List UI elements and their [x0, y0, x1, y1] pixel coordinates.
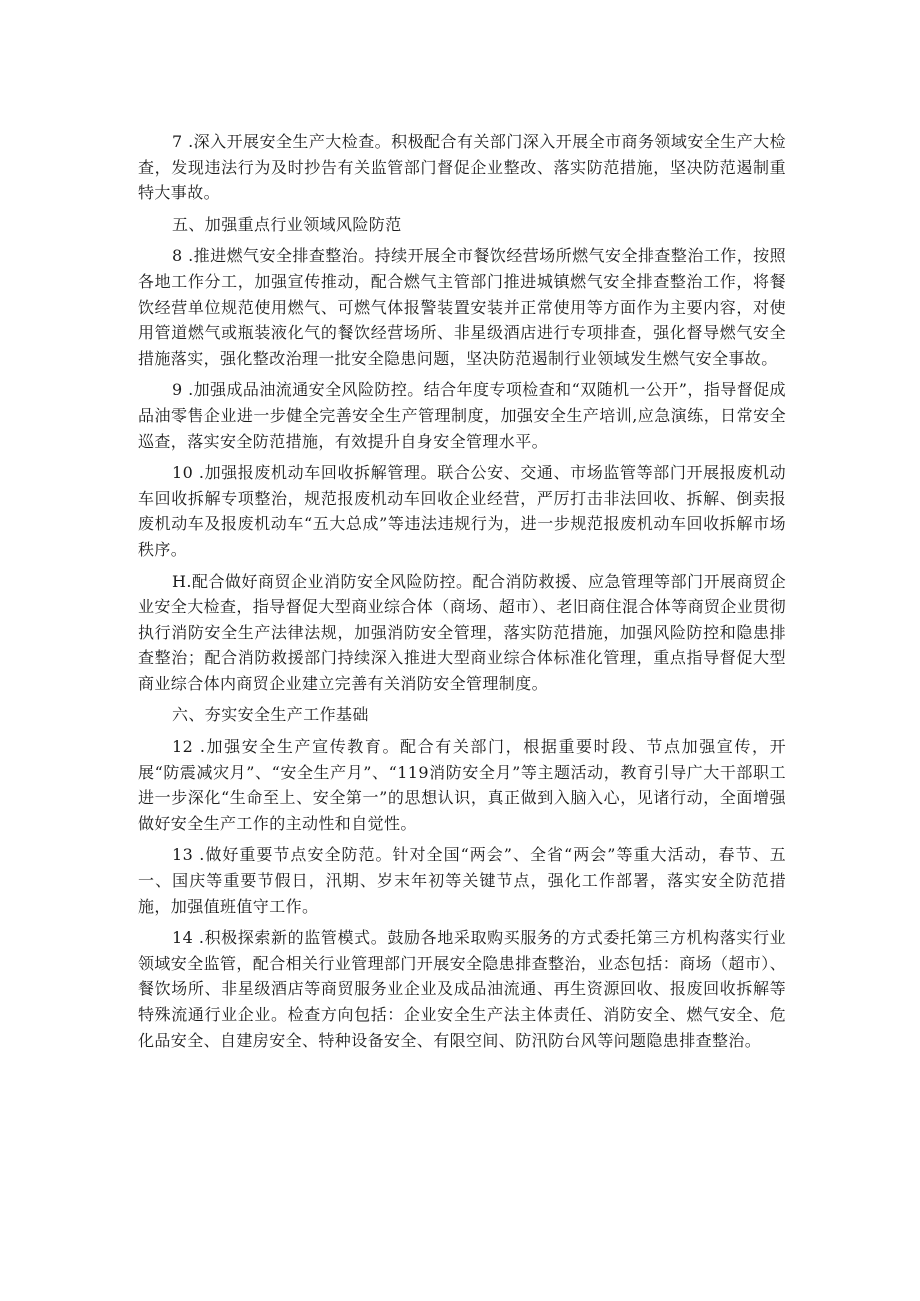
paragraph-item-12: 12 .加强安全生产宣传教育。配合有关部门，根据重要时段、节点加强宣传，开展“防震减灾月”、“安全生产月”、“119消防安全月”等主题活动，教育引导广大干部职工进一步深化“生命至上、安全第一”的思想认识，真正做到入脑入心，见诸行动，全面增强做好安全生产工作的主动性和自觉性。 [138, 737, 786, 833]
paragraph-item-14: 14 .积极探索新的监管模式。鼓励各地采取购买服务的方式委托第三方机构落实行业领域安全监管，配合相关行业管理部门开展安全隐患排查整治，业态包括：商场（超市）、餐饮场所、非星级酒店等商贸服务业企业及成品油流通、再生资源回收、报废回收拆解等特殊流通行业企业。检查方向包括：企业安全生产法主体责任、消防安全、燃气安全、危化品安全、自建房安全、特种设备安全、有限空间、防汛防台风等问题隐患排查整治。 [138, 928, 787, 1050]
document-body [138, 129, 786, 1059]
paragraph-item-10: 10 .加强报废机动车回收拆解管理。联合公安、交通、市场监管等部门开展报废机动车回收拆解专项整治，规范报废机动车回收企业经营，严厉打击非法回收、拆解、倒卖报废机动车及报废机动车“五大总成”等违法违规行为，进一步规范报废机动车回收拆解市场秩序。 [138, 463, 786, 559]
section-heading-5: 五、加强重点行业领域风险防范 [172, 214, 402, 234]
paragraph-item-11: H.配合做好商贸企业消防安全风险防控。配合消防救援、应急管理等部门开展商贸企业安全大检查，指导督促大型商业综合体（商场、超市）、老旧商住混合体等商贸企业贯彻执行消防安全生产法律法规，加强消防安全管理，落实防范措施，加强风险防控和隐患排查整治；配合消防救援部门持续深入推进大型商业综合体标准化管理，重点指导督促大型商业综合体内商贸企业建立完善有关消防安全管理制度。 [138, 571, 787, 693]
paragraph-item-7: 7 .深入开展安全生产大检查。积极配合有关部门深入开展全市商务领域安全生产大检查，发现违法行为及时抄告有关监管部门督促企业整改、落实防范措施，坚决防范遏制重特大事故。 [138, 132, 786, 203]
paragraph-item-8: 8 .推进燃气安全排查整治。持续开展全市餐饮经营场所燃气安全排查整治工作，按照各地工作分工，加强宣传推动，配合燃气主管部门推进城镇燃气安全排查整治工作，将餐饮经营单位规范使用燃气、可燃气体报警装置安装并正常使用等方面作为主要内容，对使用管道燃气或瓶装液化气的餐饮经营场所、非星级酒店进行专项排查，强化督导燃气安全措施落实，强化整改治理一批安全隐患问题，坚决防范遏制行业领域发生燃气安全事故。 [138, 246, 786, 368]
paragraph-item-13: 13 .做好重要节点安全防范。针对全国“两会”、全省“两会”等重大活动，春节、五一、国庆等重要节假日，汛期、岁末年初等关键节点，强化工作部署，落实安全防范措施，加强值班值守工作。 [138, 845, 786, 916]
section-heading-6: 六、夯实安全生产工作基础 [172, 705, 369, 725]
paragraph-item-9: 9 .加强成品油流通安全风险防控。结合年度专项检查和“双随机一公开”，指导督促成品油零售企业进一步健全完善安全生产管理制度，加强安全生产培训,应急演练，日常安全巡查，落实安全防范措施，有效提升自身安全管理水平。 [138, 380, 786, 451]
